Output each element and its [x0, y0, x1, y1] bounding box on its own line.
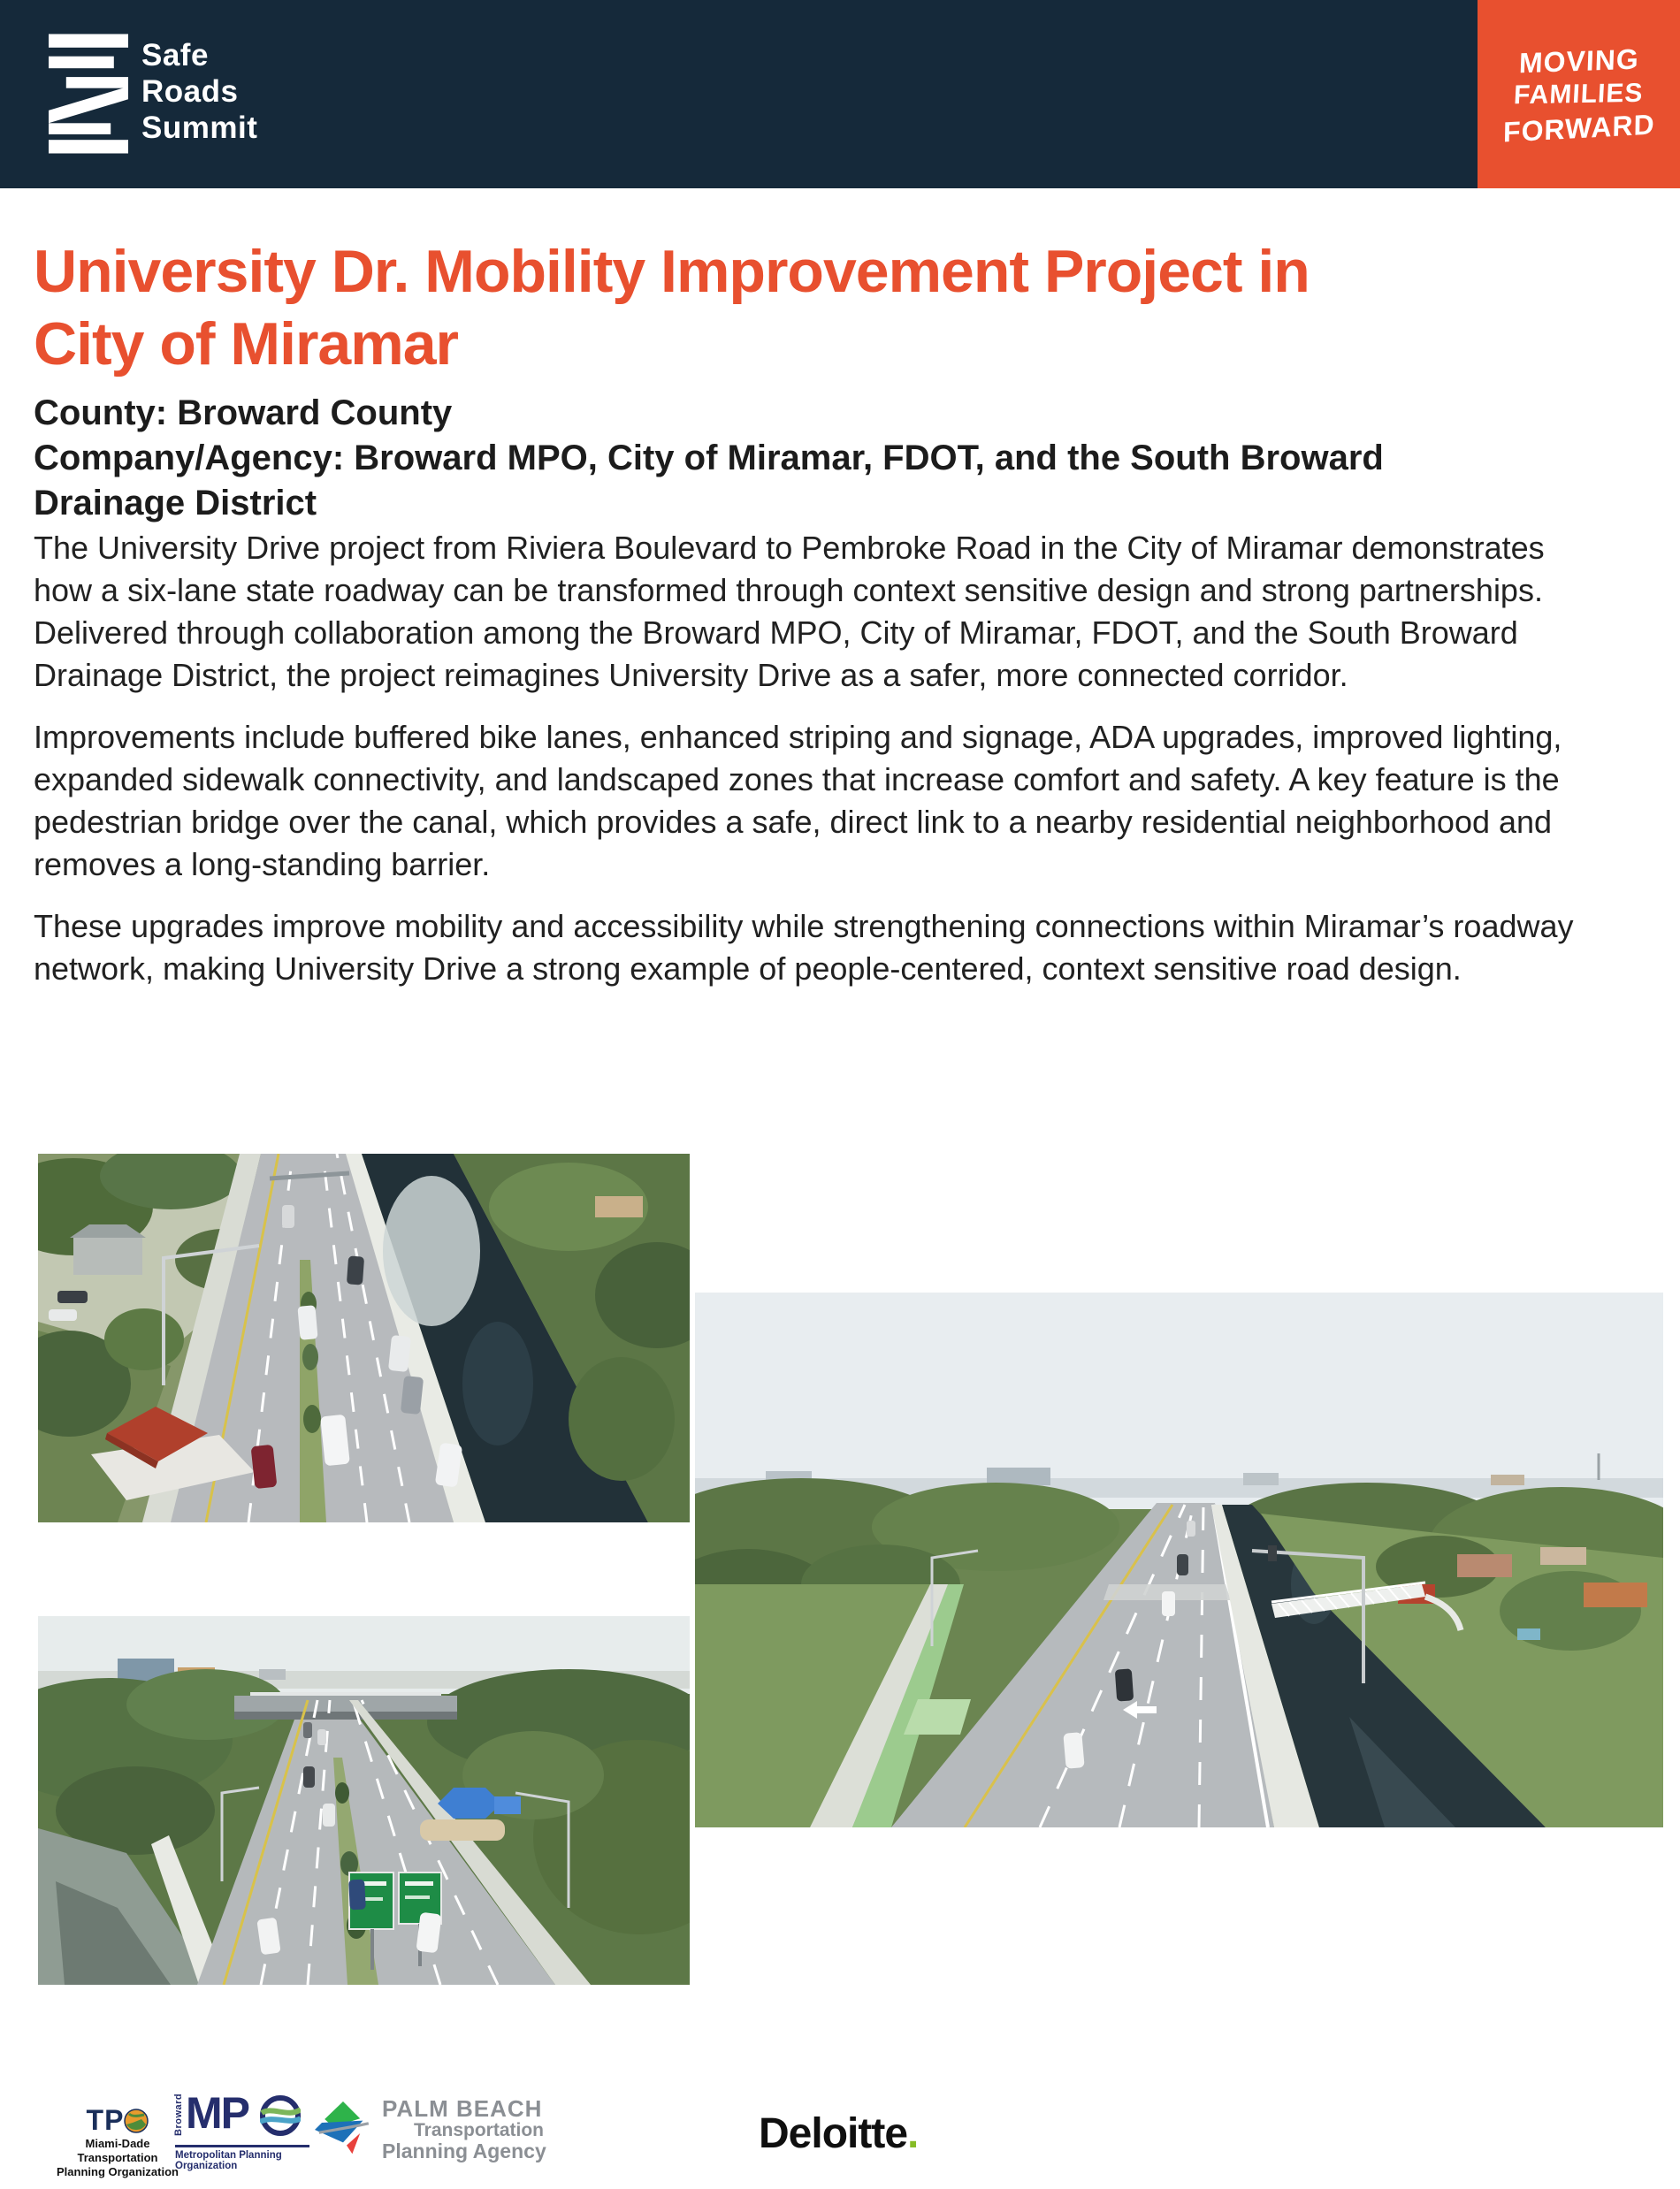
- palm-beach-line-3: Planning Agency: [382, 2139, 546, 2162]
- deloitte-green-dot: .: [907, 2110, 919, 2157]
- safe-roads-summit-icon: [49, 32, 128, 156]
- photo-corridor-pedestrian-bridge: [695, 1293, 1663, 1827]
- palm-beach-line-1: PALM BEACH: [382, 2095, 543, 2122]
- miami-dade-tpo-logo: [51, 2106, 184, 2179]
- tagline-line-2: FAMILIES: [1513, 78, 1645, 110]
- agency-line-2: Drainage District: [34, 484, 317, 522]
- photo-road-overpass: [38, 1616, 690, 1985]
- paragraph-2: Improvements include buffered bike lanes, enhanced striping and signage, ADA upgrades, improved lighting, expanded sidewalk connectivity, and landscaped zones that increase comfort and safety. A key feature is the pedestrian bridge over the canal, which provides a safe, direct link to a nearby residential neighborhood and removes a long-standing barrier.: [34, 719, 1562, 882]
- tagline-line-1: MOVING: [1518, 42, 1639, 79]
- mpo-caption: Metropolitan Planning Organization: [175, 2150, 282, 2171]
- palm-beach-diamond-icon: [315, 2100, 371, 2160]
- title-line-2: City of Miramar: [34, 310, 458, 378]
- photo-aerial-road-canal-graphic: [38, 1154, 690, 1522]
- logo-line-2: Roads: [141, 74, 239, 109]
- project-meta: [34, 391, 1643, 526]
- logo-line-1: Safe: [141, 38, 209, 72]
- tpo-caption-line-2: Planning Organization: [57, 2165, 179, 2178]
- palm-beach-line-2: Transportation: [414, 2120, 545, 2140]
- photo-aerial-road-canal: [38, 1154, 690, 1522]
- broward-vertical-text: Broward: [173, 2093, 184, 2136]
- tagline-line-3: FORWARD: [1502, 107, 1655, 149]
- page-title: [34, 235, 1643, 380]
- county-line: County: Broward County: [34, 393, 453, 432]
- moving-families-forward-badge: [1478, 0, 1680, 188]
- project-description: [34, 527, 1599, 1010]
- deloitte-logo: [759, 2109, 918, 2158]
- broward-mpo-logo: [173, 2088, 315, 2171]
- mpo-letters: MP: [186, 2088, 248, 2138]
- logo-line-3: Summit: [141, 111, 258, 145]
- palm-beach-tpa-text: [382, 2097, 546, 2162]
- photo-corridor-pedestrian-bridge-graphic: [695, 1293, 1663, 1827]
- photo-road-overpass-graphic: [38, 1616, 690, 1985]
- safe-roads-summit-wordmark: [141, 37, 257, 146]
- broward-mpo-mark: [173, 2088, 315, 2139]
- deloitte-wordmark: Deloitte: [759, 2110, 908, 2157]
- agency-line-1: Company/Agency: Broward MPO, City of Miramar, FDOT, and the South Broward: [34, 439, 1384, 477]
- tpo-globe-icon: [124, 2109, 149, 2133]
- mpo-rule: [175, 2145, 309, 2147]
- tpo-acronym: [51, 2106, 184, 2134]
- tpo-caption-line-1: Miami-Dade Transportation: [77, 2137, 158, 2164]
- paragraph-3: These upgrades improve mobility and accessibility while strengthening connections within Miramar’s roadway network, making University Drive a strong example of people-centered, context sensitive road design.: [34, 908, 1574, 987]
- mpo-o-wave-icon: [260, 2095, 301, 2136]
- palm-beach-tpa-logo: [315, 2097, 546, 2162]
- tpo-letters: TP: [86, 2104, 125, 2136]
- header-bar: [0, 0, 1680, 188]
- paragraph-1: The University Drive project from Riviera Boulevard to Pembroke Road in the City of Miramar demonstrates how a six-lane state roadway can be transformed through context sensitive design and strong partnerships. Delivered through collaboration among the Broward MPO, City of Miramar, FDOT, and the South Broward Drainage District, the project reimagines University Drive as a safer, more connected corridor.: [34, 530, 1545, 693]
- title-line-1: University Dr. Mobility Improvement Project in: [34, 238, 1310, 305]
- tpo-caption: [51, 2137, 184, 2179]
